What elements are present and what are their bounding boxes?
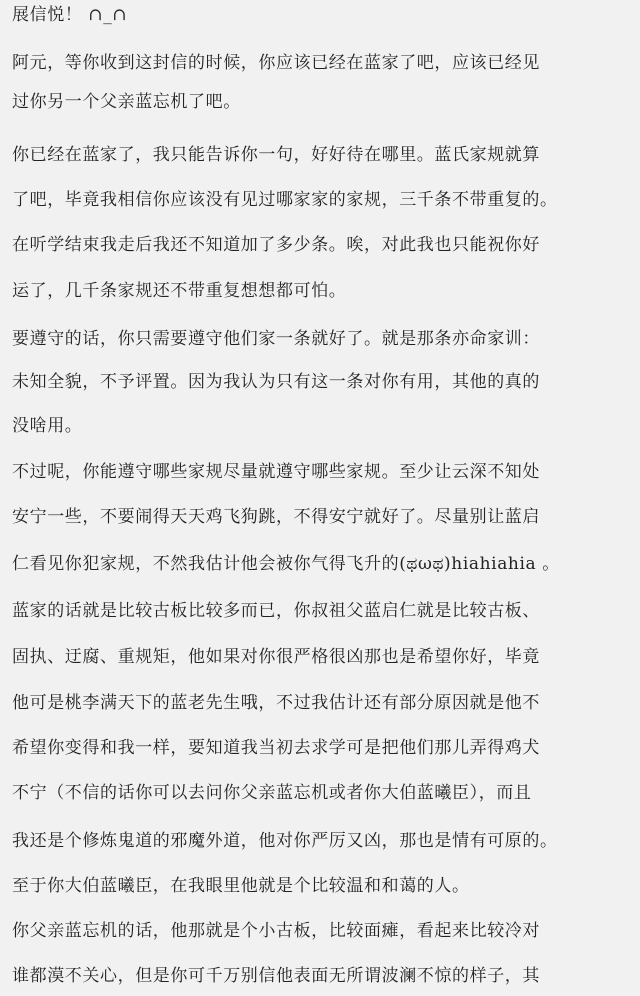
letter-line: 阿元，等你收到这封信的时候，你应该已经在蓝家了吧，应该已经见 (12, 53, 540, 73)
letter-line: 你父亲蓝忘机的话，他那就是个小古板，比较面瘫，看起来比较冷对 (12, 921, 540, 941)
letter-line: 未知全貌，不予评置。因为我认为只有这一条对你有用，其他的真的 (12, 372, 540, 392)
letter-line: 希望你变得和我一样，要知道我当初去求学可是把他们那儿弄得鸡犬 (12, 738, 540, 758)
letter-line: 谁都漠不关心，但是你可千万别信他表面无所谓波澜不惊的样子，其 (12, 966, 540, 986)
letter-line: 固执、迂腐、重规矩，他如果对你很严格很凶那也是希望你好，毕竟 (12, 647, 540, 667)
letter-line: 了吧，毕竟我相信你应该没有见过哪家家的家规，三千条不带重复的。 (12, 190, 558, 210)
letter-line: 不过呢，你能遵守哪些家规尽量就遵守哪些家规。至少让云深不知处 (12, 462, 540, 482)
letter-line: 蓝家的话就是比较古板比较多而已，你叔祖父蓝启仁就是比较古板、 (12, 601, 540, 621)
letter-line: 在听学结束我走后我还不知道加了多少条。唉，对此我也只能祝你好 (12, 235, 540, 255)
letter-line: 我还是个修炼鬼道的邪魔外道，他对你严厉又凶，那也是情有可原的。 (12, 831, 558, 851)
letter-line: 不宁（不信的话你可以去问你父亲蓝忘机或者你大伯蓝曦臣），而且 (12, 783, 532, 803)
letter-line: 运了，几千条家规还不带重复想想都可怕。 (12, 281, 347, 301)
letter-line: 安宁一些，不要闹得天天鸡飞狗跳，不得安宁就好了。尽量别让蓝启 (12, 507, 540, 527)
letter-line: 他可是桃李满天下的蓝老先生哦，不过我估计还有部分原因就是他不 (12, 693, 540, 713)
letter-line: 过你另一个父亲蓝忘机了吧。 (12, 92, 241, 112)
letter-greeting: 展信悦！ ∩_∩ (12, 5, 128, 25)
letter-line: 没啥用。 (12, 416, 83, 436)
letter-line: 仁看见你犯家规，不然我估计他会被你气得飞升的(ಥωಥ)hiahiahia 。 (12, 554, 560, 574)
letter-line: 你已经在蓝家了，我只能告诉你一句，好好待在哪里。蓝氏家规就算 (12, 145, 540, 165)
letter-line: 要遵守的话，你只需要遵守他们家一条就好了。就是那条亦命家训： (12, 329, 540, 349)
letter-line: 至于你大伯蓝曦臣，在我眼里他就是个比较温和和蔼的人。 (12, 876, 470, 896)
